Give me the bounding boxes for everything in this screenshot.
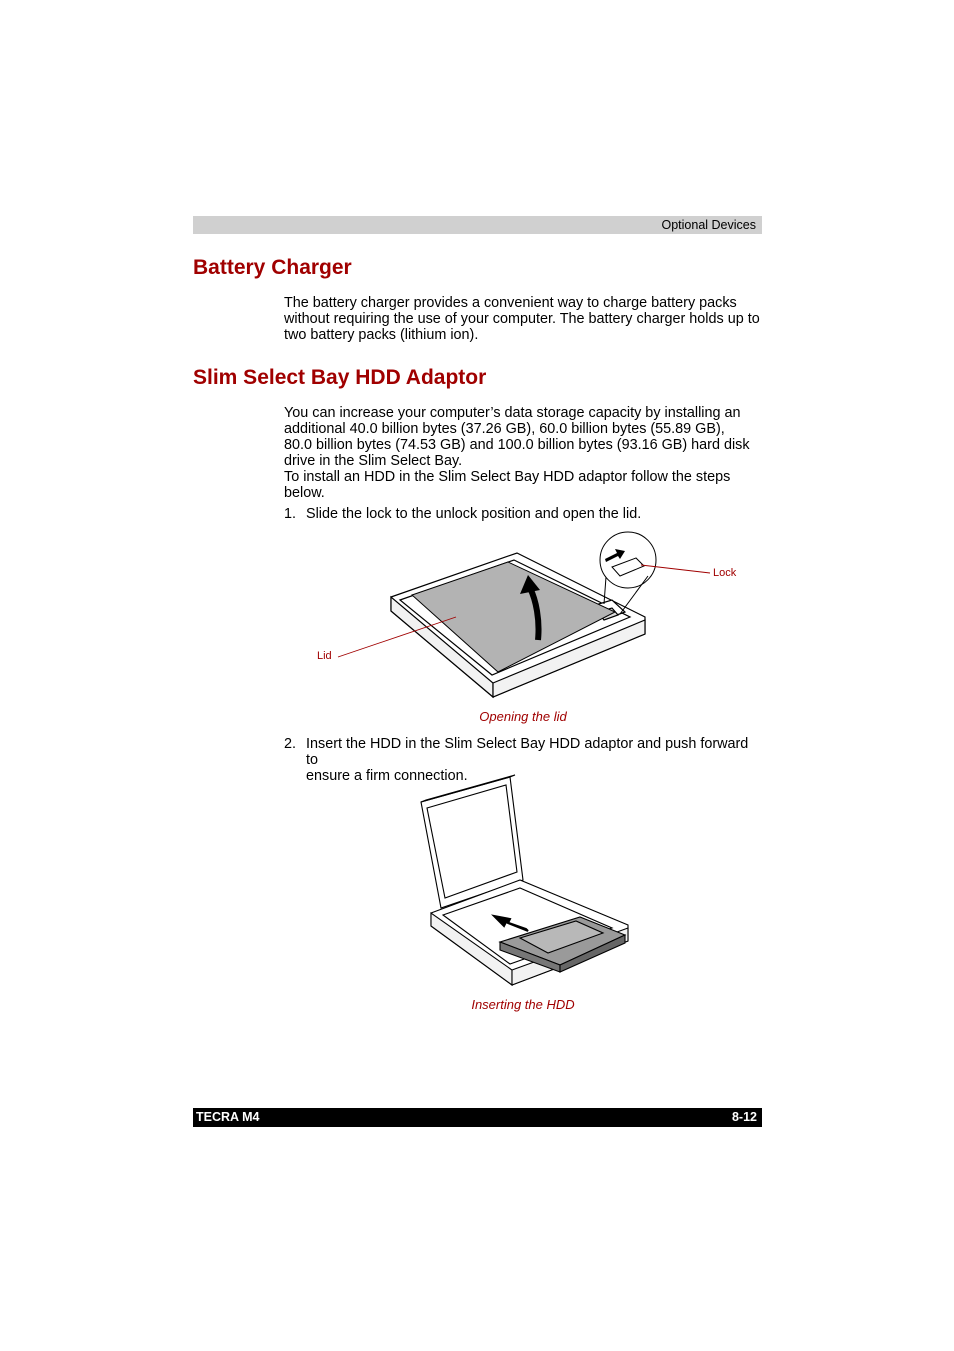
figure-2-caption: Inserting the HDD [471,997,575,1012]
text-line: Insert the HDD in the Slim Select Bay HDD adaptor and push forward to [306,736,749,768]
lock-label: Lock [713,567,737,579]
footer-page-number: 8-12 [731,1110,757,1124]
text-line: ensure a firm connection. [306,768,468,784]
text-line: 80.0 billion bytes (74.53 GB) and 100.0 billion bytes (93.16 GB) hard disk [284,437,750,453]
text-line: without requiring the use of your computer. The battery charger holds up to [284,311,760,327]
text-line: additional 40.0 billion bytes (37.26 GB), 60.0 billion bytes (55.89 GB), [284,421,725,437]
text-line: below. [284,485,325,501]
running-footer [193,1108,762,1127]
text-line: two battery packs (lithium ion). [284,327,479,343]
step-number: 2. [284,736,297,752]
text-line: To install an HDD in the Slim Select Bay HDD adaptor follow the steps [284,469,731,485]
text-line: The battery charger provides a convenient way to charge battery packs [284,295,737,311]
lid-label: Lid [317,650,332,662]
figure-1-caption: Opening the lid [479,709,567,724]
step-number: 1. [284,506,297,522]
text-line: drive in the Slim Select Bay. [284,453,463,469]
battery-charger-heading: Battery Charger [193,256,352,279]
header-section-title: Optional Devices [661,218,756,232]
footer-model: TECRA M4 [196,1110,260,1124]
slim-bay-heading: Slim Select Bay HDD Adaptor [193,366,487,389]
text-line: You can increase your computer’s data storage capacity by installing an [284,405,741,421]
step-text: Slide the lock to the unlock position and open the lid. [306,506,642,522]
